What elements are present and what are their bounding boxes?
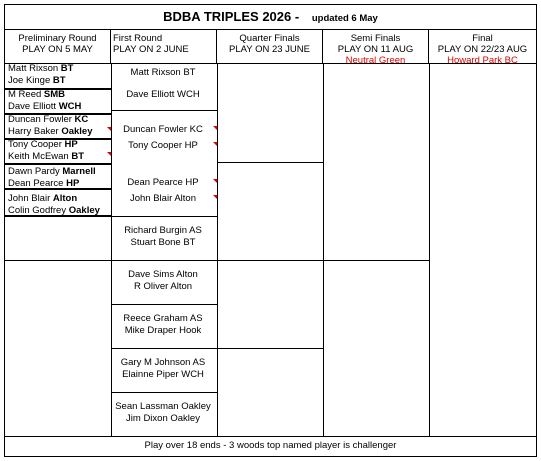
bracket-line [217,260,429,261]
player-entry: Mike Draper Hook [124,325,202,336]
bracket-line [217,162,323,163]
header-date: PLAY ON 2 JUNE [113,44,189,55]
header-quarter-finals [217,30,323,64]
update-note: updated 6 May [311,13,378,24]
bracket-line [111,304,217,305]
bracket-line [111,392,217,393]
player-entry: Sean Lassman Oakley [115,401,211,412]
player-entry: Reece Graham AS [123,313,203,324]
player-entry: Tony Cooper HP [128,140,198,151]
player-entry: Keith McEwan BT [8,151,85,162]
column-divider [429,64,430,436]
header-label: Final [472,33,493,44]
player-entry: R Oliver Alton [133,281,193,292]
header-label: First Round [113,33,163,44]
player-entry: Matt Rixson BT [130,67,196,78]
player-entry: Tony Cooper HP [8,139,78,150]
page-title: BDBA TRIPLES 2026 - [163,9,300,24]
bracket-line [111,260,217,261]
player-entry: Elainne Piper WCH [122,369,204,380]
header-label: Semi Finals [350,33,401,44]
header-label: Preliminary Round [18,33,97,44]
column-divider [323,64,324,436]
header-date: PLAY ON 11 AUG [337,44,414,55]
player-entry: Dean Pearce HP [127,177,199,188]
comment-marker-icon[interactable] [107,152,111,156]
header-date: PLAY ON 5 MAY [22,44,93,55]
header-venue: Howard Park BC [447,55,518,66]
bracket-line [217,348,323,349]
header-final [429,30,536,64]
header-semi-finals [323,30,429,64]
player-entry: Dean Pearce HP [8,178,80,189]
player-entry: Dave Sims Alton [128,269,198,280]
player-entry: John Blair Alton [8,193,78,204]
player-entry: Colin Godfrey Oakley [8,205,100,216]
rules-note: Play over 18 ends - 3 woods top named player is challenger [144,440,397,451]
bracket-line [111,216,217,217]
header-first-round [111,30,217,64]
column-divider [217,64,218,436]
header-preliminary [5,30,111,64]
player-entry: Gary M Johnson AS [120,357,206,368]
player-entry: Duncan Fowler KC [123,124,203,135]
player-entry: Matt Rixson BT [8,63,74,74]
header-venue: Neutral Green [345,55,406,66]
player-entry: M Reed SMB [8,89,66,100]
player-entry: John Blair Alton [129,193,196,204]
title-row [5,5,536,30]
player-entry: Dawn Pardy Marnell [8,166,96,177]
player-entry: Harry Baker Oakley [8,126,93,137]
bracket-line [5,164,111,165]
draw-sheet [4,4,537,457]
header-label: Quarter Finals [239,33,300,44]
bracket-line [111,110,217,111]
header-date: PLAY ON 23 JUNE [229,44,310,55]
player-entry: Dave Elliott WCH [126,89,200,100]
player-entry: Joe Kinge BT [8,75,66,86]
player-entry: Dave Elliott WCH [8,101,82,112]
player-entry: Stuart Bone BT [130,237,196,248]
player-entry: Duncan Fowler KC [8,114,89,125]
header-date: PLAY ON 22/23 AUG [437,44,528,55]
bracket-line [111,348,217,349]
player-entry: Richard Burgin AS [124,225,202,236]
bracket-line [5,260,111,261]
player-entry: Jim Dixon Oakley [126,413,200,424]
